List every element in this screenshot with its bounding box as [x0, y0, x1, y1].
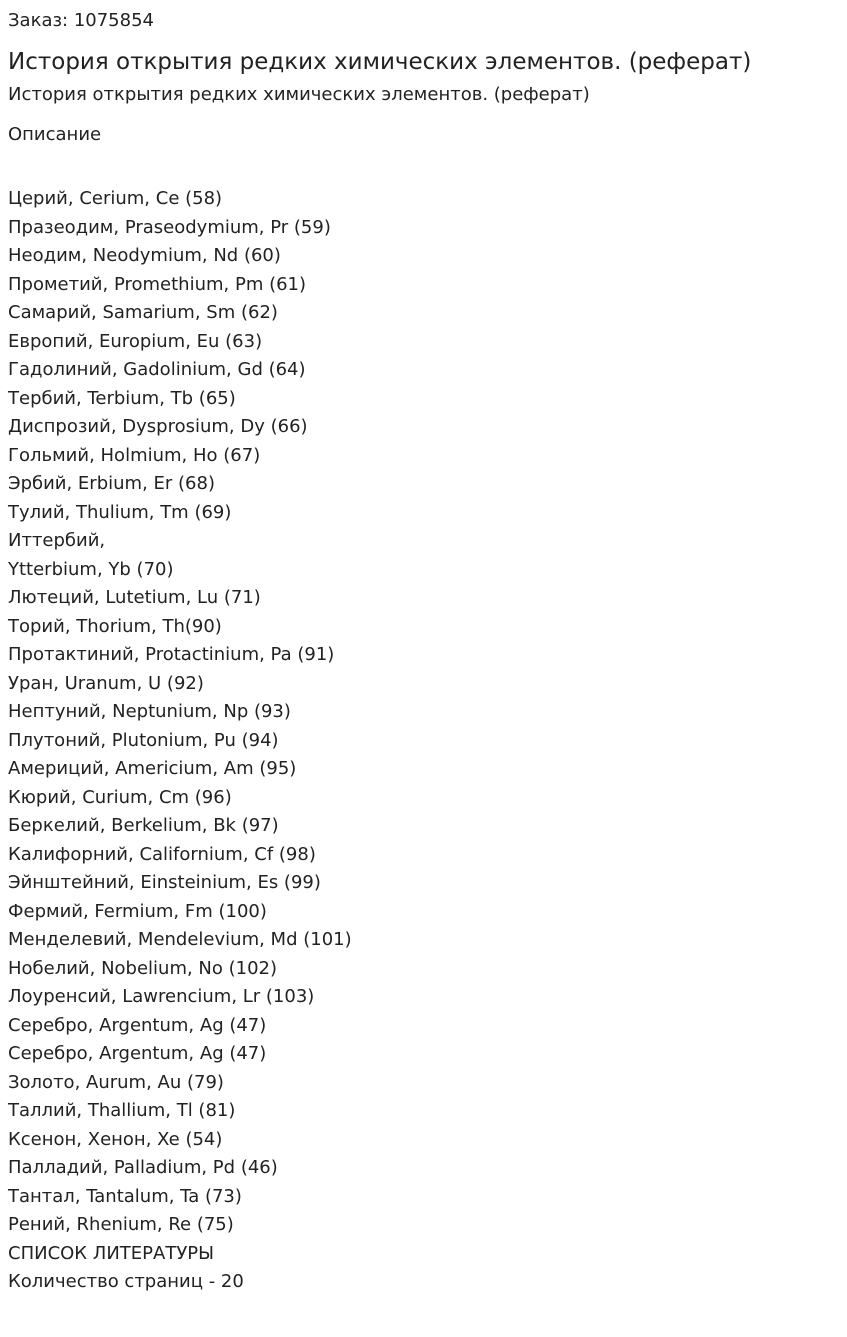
- list-item: Эрбий, Erbium, Er (68): [8, 473, 215, 494]
- list-item: Уран, Uranum, U (92): [8, 672, 204, 694]
- list-item: Золото, Aurum, Au (79): [8, 1071, 224, 1093]
- list-item: Гольмий, Holmium, Ho (67): [8, 444, 261, 466]
- list-item: Менделевий, Mendelevium, Md (101): [8, 929, 352, 950]
- description-heading: Описание: [8, 124, 102, 145]
- list-item: Тулий, Thulium, Tm (69): [8, 501, 232, 523]
- list-item: Протактиний, Protactinium, Pa (91): [8, 644, 335, 665]
- list-item: Палладий, Palladium, Pd (46): [8, 1157, 278, 1178]
- list-item: Европий, Europium, Eu (63): [8, 330, 263, 352]
- list-item: Таллий, Thallium, Tl (81): [8, 1100, 236, 1121]
- list-item: Фермий, Fermium, Fm (100): [8, 900, 267, 922]
- list-item: Калифорний, Californium, Cf (98): [8, 843, 316, 865]
- list-item: Прометий, Promethium, Pm (61): [8, 273, 307, 295]
- list-item: Иттербий,: [8, 530, 106, 551]
- list-item: Ytterbium, Yb (70): [8, 558, 174, 580]
- list-item: Самарий, Samarium, Sm (62): [8, 302, 278, 323]
- bibliography-heading: СПИСОК ЛИТЕРАТУРЫ: [8, 1242, 215, 1264]
- page-count: Количество страниц - 20: [8, 1271, 244, 1292]
- list-item: Нобелий, Nobelium, No (102): [8, 957, 278, 979]
- element-list: [8, 185, 839, 1297]
- list-item: Тантал, Tantalum, Ta (73): [8, 1185, 242, 1207]
- list-item: Гадолиний, Gadolinium, Gd (64): [8, 359, 306, 380]
- list-item: Церий, Cerium, Ce (58): [8, 188, 223, 209]
- list-item: Лютеций, Lutetium, Lu (71): [8, 587, 261, 608]
- list-item: Тербий, Terbium, Tb (65): [8, 387, 236, 409]
- document-title: История открытия редких химических элементов. (реферат): [8, 49, 752, 75]
- list-item: Нептуний, Neptunium, Np (93): [8, 701, 291, 722]
- list-item: Ксенон, Xенон, Xe (54): [8, 1128, 223, 1150]
- list-item: Рений, Rhenium, Re (75): [8, 1214, 234, 1235]
- list-item: Серебро, Argentum, Ag (47): [8, 1043, 267, 1064]
- list-item: Лоуренсий, Lawrencium, Lr (103): [8, 986, 315, 1007]
- list-item: Неодим, Neodymium, Nd (60): [8, 245, 281, 266]
- order-number: Заказ: 1075854: [8, 10, 154, 31]
- list-item: Диспрозий, Dysprosium, Dy (66): [8, 416, 308, 437]
- list-item: Беркелий, Berkelium, Bk (97): [8, 815, 279, 836]
- list-item: Америций, Americium, Am (95): [8, 758, 297, 779]
- list-item: Эйнштейний, Einsteinium, Es (99): [8, 872, 321, 893]
- list-item: Торий, Thorium, Th(90): [8, 615, 222, 637]
- list-item: Плутоний, Plutonium, Pu (94): [8, 729, 279, 751]
- document-subtitle: История открытия редких химических элементов. (реферат): [8, 84, 590, 105]
- list-item: Серебро, Argentum, Ag (47): [8, 1014, 267, 1036]
- list-item: Празеодим, Praseodymium, Pr (59): [8, 216, 331, 238]
- list-item: Кюрий, Curium, Cm (96): [8, 786, 232, 808]
